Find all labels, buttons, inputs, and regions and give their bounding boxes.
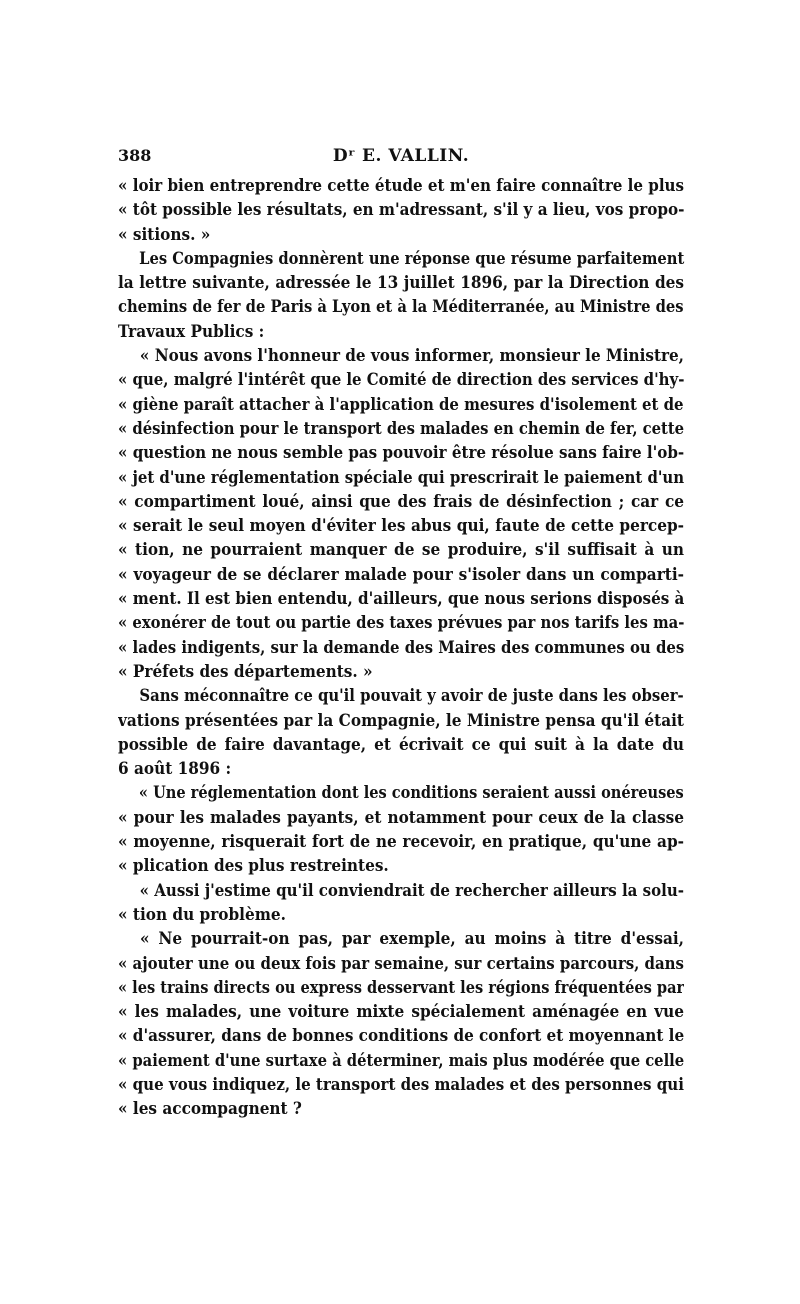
text-line: « pour les malades payants, et notamment pour ceux de la classe	[118, 807, 684, 828]
text-line: la lettre suivante, adressée le 13 juillet 1896, par la Direction des	[118, 273, 684, 294]
text-line: « les trains directs ou express desservant les régions fréquentées par	[118, 977, 684, 998]
text-line: « moyenne, risquerait fort de ne recevoir, en pratique, qu'une ap-	[118, 832, 684, 853]
text-line: « Préfets des départements. »	[118, 661, 373, 682]
text-line: Travaux Publics :	[118, 321, 265, 342]
text-line: « loir bien entreprendre cette étude et m'en faire connaître le plus	[118, 176, 684, 196]
text-line: « que vous indiquez, le transport des malades et des personnes qui	[118, 1074, 684, 1095]
text-line: « paiement d'une surtaxe à déterminer, mais plus modérée que celle	[118, 1050, 684, 1071]
text-line: « Nous avons l'honneur de vous informer, monsieur le Ministre,	[139, 346, 684, 367]
text-line: « Aussi j'estime qu'il conviendrait de rechercher ailleurs la solu-	[139, 880, 685, 901]
text-line: 6 août 1896 :	[118, 759, 232, 780]
text-line: « question ne nous semble pas pouvoir être résolue sans faire l'ob-	[118, 443, 684, 464]
text-line: « d'assurer, dans de bonnes conditions de confort et moyennant le	[118, 1026, 684, 1047]
text-line: « voyageur de se déclarer malade pour s'isoler dans un comparti-	[118, 564, 684, 585]
text-line: « tôt possible les résultats, en m'adressant, s'il y a lieu, vos propo-	[118, 200, 684, 221]
text-line: « Une réglementation dont les conditions seraient aussi onéreuses	[138, 783, 684, 804]
text-line: « giène paraît attacher à l'application de mesures d'isolement et de	[118, 394, 684, 415]
text-line: « les malades, une voiture mixte spécialement aménagée en vue	[118, 1002, 684, 1023]
text-line: « ajouter une ou deux fois par semaine, sur certains parcours, dans	[118, 953, 684, 974]
text-line: « tion du problème.	[118, 904, 286, 925]
running-title: Dʳ E. VALLIN.	[332, 146, 470, 166]
text-line: Sans méconnaître ce qu'il pouvait y avoir de juste dans les obser-	[139, 686, 684, 707]
body-text	[118, 174, 684, 1122]
text-line: « tion, ne pourraient manquer de se produire, s'il suffisait à un	[118, 540, 684, 561]
text-line: Les Compagnies donnèrent une réponse que résume parfaitement	[139, 248, 685, 269]
text-line: « que, malgré l'intérêt que le Comité de direction des services d'hy-	[118, 370, 684, 391]
page-header	[118, 140, 684, 174]
text-line: vations présentées par la Compagnie, le Ministre pensa qu'il était	[118, 710, 684, 731]
text-line: « plication des plus restreintes.	[118, 856, 389, 877]
text-line: possible de faire davantage, et écrivait ce qui suit à la date du	[118, 734, 684, 755]
text-line: « ment. Il est bien entendu, d'ailleurs, que nous serions disposés à	[118, 589, 684, 610]
text-line: « sitions. »	[118, 224, 211, 245]
text-line: « compartiment loué, ainsi que des frais de désinfection ; car ce	[118, 491, 684, 512]
text-line: « Ne pourrait-on pas, par exemple, au moins à titre d'essai,	[140, 929, 684, 950]
page-number: 388	[118, 146, 152, 165]
text-line: « désinfection pour le transport des malades en chemin de fer, cette	[118, 418, 684, 439]
text-line: chemins de fer de Paris à Lyon et à la Méditerranée, au Ministre des	[118, 297, 684, 318]
text-line: « serait le seul moyen d'éviter les abus qui, faute de cette percep-	[118, 516, 684, 537]
text-line: « jet d'une réglementation spéciale qui prescrirait le paiement d'un	[118, 467, 684, 488]
book-page	[118, 140, 684, 1180]
text-line: « lades indigents, sur la demande des Maires des communes ou des	[118, 637, 684, 658]
text-line: « les accompagnent ?	[118, 1099, 302, 1120]
text-line: « exonérer de tout ou partie des taxes prévues par nos tarifs les ma-	[118, 613, 684, 634]
